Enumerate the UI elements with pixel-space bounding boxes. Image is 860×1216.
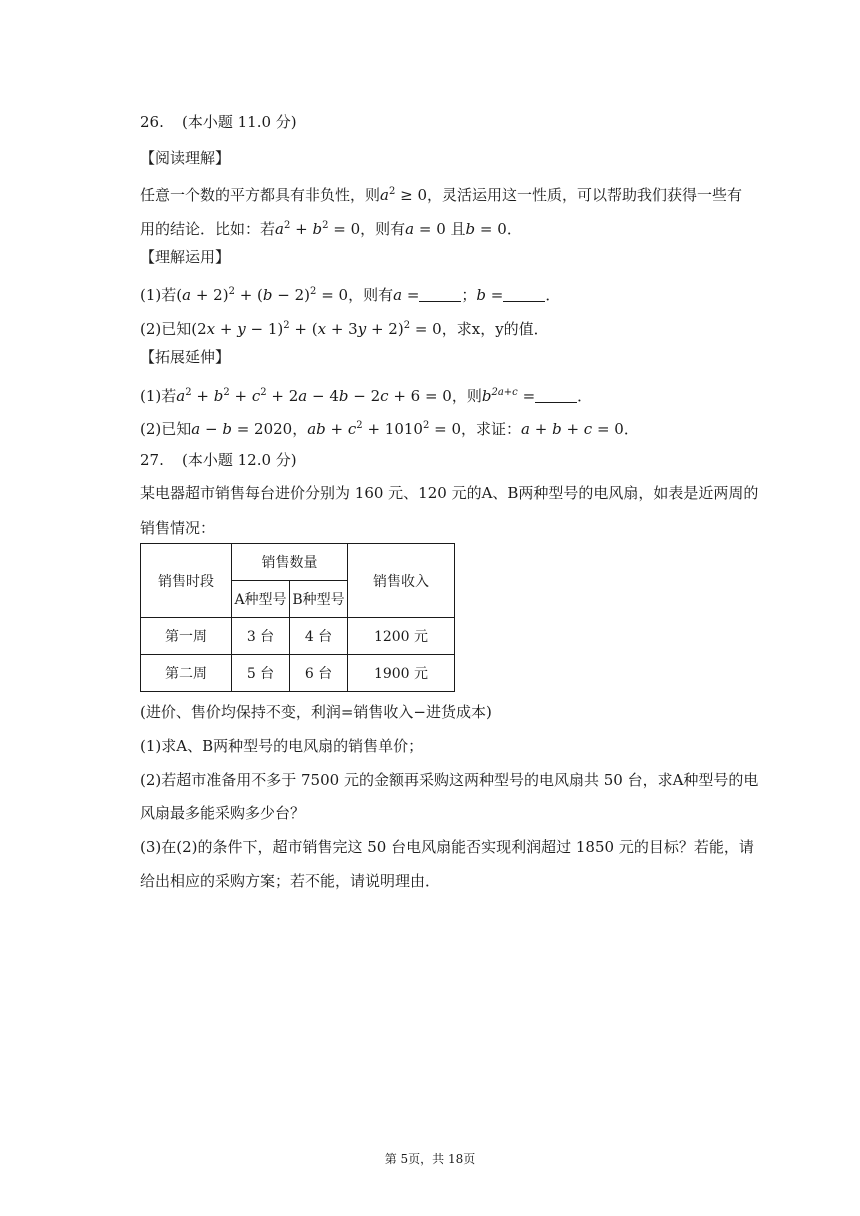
sales-table xyxy=(140,543,455,692)
item-text: ，则有 xyxy=(348,286,394,304)
answer-blank[interactable] xyxy=(419,287,461,302)
cell-type-b: 6 台 xyxy=(290,655,348,692)
q27-part-3-line-2: 给出相应的采购方案；若不能，请说明理由． xyxy=(140,872,441,890)
var-b: b = xyxy=(476,286,504,304)
cell-revenue: 1900 元 xyxy=(348,655,455,692)
formula-power: $b^{2a+c}$ = xyxy=(481,387,536,405)
reading-line-1 xyxy=(140,182,750,205)
cell-type-a: 3 台 xyxy=(232,618,290,655)
formula-extend2: a − b = 2020，ab + $c^2 + 1010^2 = 0$ xyxy=(191,420,461,438)
reading-text: 任意一个数的平方都具有非负性，则 xyxy=(140,186,381,204)
q27-intro-line-2: 销售情况： xyxy=(140,519,216,537)
header-quantity: 销售数量 xyxy=(232,544,348,581)
item-text: ，求x，y的值． xyxy=(441,320,549,338)
header-revenue: 销售收入 xyxy=(348,544,455,618)
item-text: ． xyxy=(623,420,639,438)
reading-text: ，灵活运用这一性质，可以帮助我们获得一些有 xyxy=(427,186,743,204)
cell-type-b: 4 台 xyxy=(290,618,348,655)
question-score: (本小题 12.0 分) xyxy=(182,451,297,469)
formula-apply2: $(2x + y - 1)^2 + (x + 3y + 2)^2 = 0$ xyxy=(191,320,442,338)
formula-prove: a + b + c = 0 xyxy=(521,420,624,438)
formula-apply1: $(a + 2)^2 + (b - 2)^2 = 0$ xyxy=(176,286,349,304)
reading-text: 用的结论．比如：若 xyxy=(140,220,276,238)
section-reading-title: 【阅读理解】 xyxy=(140,149,231,167)
header-period: 销售时段 xyxy=(141,544,232,618)
item-text: ； xyxy=(461,286,477,304)
reading-line-2: 用的结论．比如：若$a^2 + b^2 = 0$，则有a = 0 且b = 0． xyxy=(140,220,522,238)
question-number: 26. xyxy=(140,113,164,131)
q27-part-2-line-1: (2)若超市准备用不多于 7500 元的金额再采购这两种型号的电风扇共 50 台，求A种型号的电 xyxy=(140,771,759,789)
var-a: a = xyxy=(393,286,420,304)
item-text: (2)已知 xyxy=(140,420,192,438)
reading-text: 且 xyxy=(450,220,466,238)
section-extend-title: 【拓展延伸】 xyxy=(140,348,231,366)
header-type-a: A种型号 xyxy=(232,581,290,618)
cell-period: 第二周 xyxy=(141,655,232,692)
question-26-header xyxy=(140,112,750,132)
answer-blank[interactable] xyxy=(503,287,545,302)
item-text: (2)已知 xyxy=(140,320,192,338)
q27-part-1: (1)求A、B两种型号的电风扇的销售单价； xyxy=(140,737,424,755)
question-score: (本小题 11.0 分) xyxy=(182,113,297,131)
formula-nonneg: $a^2 \ge 0$ xyxy=(380,186,428,204)
section-apply-title: 【理解运用】 xyxy=(140,248,231,266)
reading-text: ，则有 xyxy=(360,220,406,238)
table-row xyxy=(141,618,455,655)
apply-item-1 xyxy=(140,282,750,305)
item-text: (1)若 xyxy=(140,387,177,405)
item-text: ，则 xyxy=(451,387,482,405)
item-text: ． xyxy=(577,387,593,405)
formula-example: $a^2 + b^2 = 0$ xyxy=(275,220,361,238)
item-text: (1)若 xyxy=(140,286,177,304)
item-text: ，求证： xyxy=(461,420,522,438)
formula-b0: b = 0 xyxy=(465,220,507,238)
cell-type-a: 5 台 xyxy=(232,655,290,692)
table-row xyxy=(141,655,455,692)
header-type-b: B种型号 xyxy=(290,581,348,618)
apply-item-2 xyxy=(140,316,750,339)
extend-item-1 xyxy=(140,383,750,406)
question-number: 27. xyxy=(140,451,164,469)
cell-period: 第一周 xyxy=(141,618,232,655)
extend-item-2 xyxy=(140,416,750,439)
q27-note: (进价、售价均保持不变，利润=销售收入−进货成本) xyxy=(140,703,492,721)
cell-revenue: 1200 元 xyxy=(348,618,455,655)
page-footer: 第 5页，共 18页 xyxy=(384,1152,476,1166)
question-27-header xyxy=(140,450,750,470)
q27-part-2-line-2: 风扇最多能采购多少台？ xyxy=(140,804,306,822)
formula-a0: a = 0 xyxy=(405,220,446,238)
q27-intro-line-1: 某电器超市销售每台进价分别为 160 元、120 元的A、B两种型号的电风扇，如表是近两周的 xyxy=(140,484,759,502)
formula-extend1: $a^2 + b^2 + c^2 + 2a - 4b - 2c + 6 = 0$ xyxy=(176,387,452,405)
q27-part-3-line-1: (3)在(2)的条件下，超市销售完这 50 台电风扇能否实现利润超过 1850 元的目标？若能，请 xyxy=(140,838,754,856)
answer-blank[interactable] xyxy=(535,388,577,403)
item-text: ． xyxy=(545,286,561,304)
